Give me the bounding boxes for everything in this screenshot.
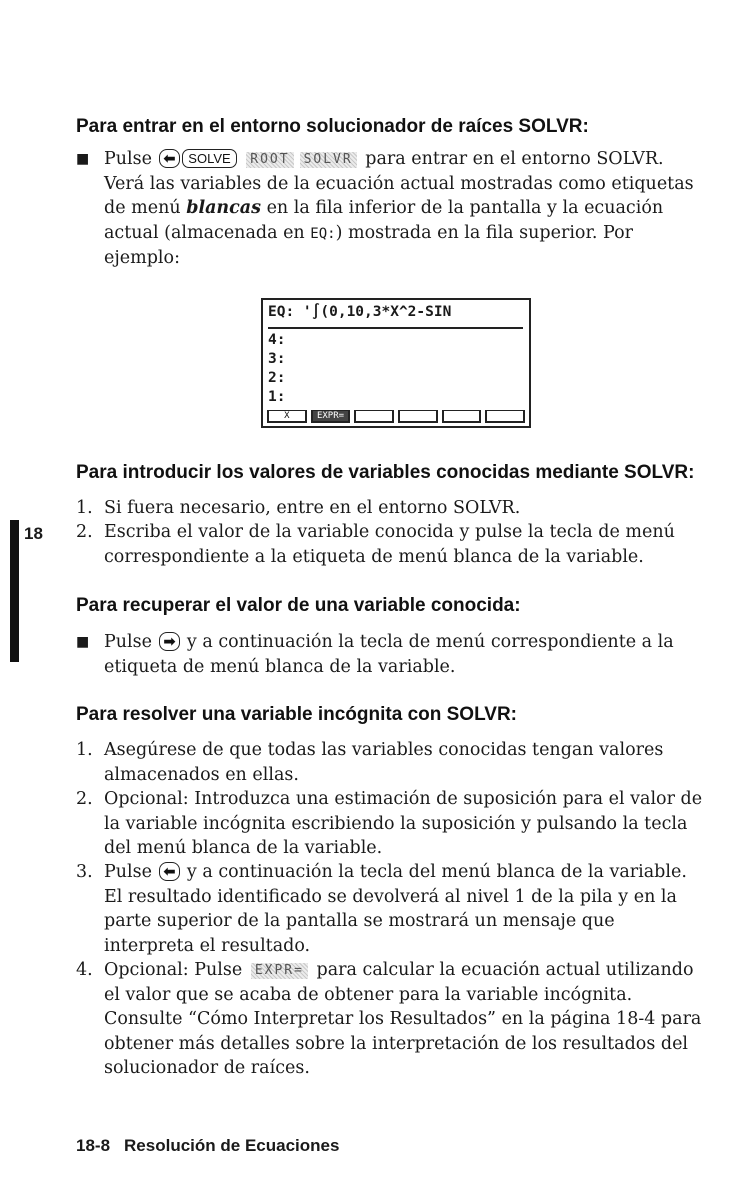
softkey-blank	[485, 410, 525, 423]
list-number: 1.	[76, 740, 93, 760]
solve-step-2: Opcional: Introduzca una estimación de suposición para el valor de la variable incógnita escribiendo la suposición y pulsando la tecla del menú blanca de la variable.	[104, 789, 703, 858]
heading-enter-solvr: Para entrar en el entorno solucionador de raíces SOLVR:	[76, 116, 589, 137]
solvr-menu-label: SOLVR	[300, 152, 357, 168]
softkey-blank	[398, 410, 438, 423]
softkey-blank	[442, 410, 482, 423]
text: ) mostrada en la fila superior. Por ejemplo:	[104, 222, 634, 268]
bullet-marker: ■	[76, 151, 90, 167]
text: y a continuación la tecla de menú correspondiente a la etiqueta de menú blanca de la variable.	[104, 632, 674, 677]
emphasis-blancas: blancas	[186, 198, 261, 218]
text: Pulse	[104, 632, 152, 652]
stack-level-1: 1:	[268, 389, 286, 405]
known-step-1: Si fuera necesario, entre en el entorno SOLVR.	[104, 498, 521, 518]
heading-solve-unknown: Para resolver una variable incógnita con SOLVR:	[76, 704, 518, 725]
page-footer	[76, 1136, 339, 1156]
root-menu-label: ROOT	[246, 152, 293, 168]
softkey-row	[267, 410, 525, 423]
text: para calcular la ecuación actual utilizando el valor que se acaba de obtener para la variable incógnita. Consulte “Cómo Interpretar los Resultados” en la página 18-4 para obtener más detalles sobre la interpretación de los resultados del solucionador de raíces.	[104, 960, 702, 1078]
heading-known-values: Para introducir los valores de variables conocidas mediante SOLVR:	[76, 462, 695, 483]
right-shift-key: ➡	[159, 632, 181, 651]
heading-recover-value: Para recuperar el valor de una variable conocida:	[76, 595, 521, 616]
text: Pulse	[104, 149, 152, 169]
softkey-blank	[354, 410, 394, 423]
list-number: 4.	[76, 960, 93, 980]
text: en la fila inferior de la pantalla y la ecuación actual (almacenada en	[104, 198, 664, 243]
known-step-2: Escriba el valor de la variable conocida y pulse la tecla de menú correspondiente a la etiqueta de menú blanca de la variable.	[104, 522, 675, 567]
recover-paragraph	[104, 630, 704, 679]
softkey-expr: EXPR=	[311, 410, 351, 423]
eq-variable: EQ:	[310, 225, 336, 242]
left-shift-key: ⬅	[159, 149, 181, 168]
equation-line: EQ: '∫(0,10,3*X^2-SIN	[268, 304, 452, 320]
solve-step-3	[104, 860, 704, 958]
expr-menu-label: EXPR=	[251, 963, 308, 979]
chapter-tab-number: 18	[24, 524, 43, 543]
screen-divider	[268, 327, 523, 329]
stack-level-4: 4:	[268, 332, 286, 348]
text: para entrar en el entorno SOLVR. Verá las variables de la ecuación actual mostradas como etiquetas de menú	[104, 149, 694, 218]
list-number: 1.	[76, 498, 93, 518]
solve-step-4	[104, 958, 704, 1081]
calculator-screen	[261, 298, 531, 428]
text: y a continuación la tecla del menú blanca de la variable. El resultado identificado se devolverá al nivel 1 de la pila y en la parte superior de la pantalla se mostrará un mensaje que interpreta el resultado.	[104, 862, 687, 956]
text: Pulse	[104, 862, 152, 882]
left-shift-key: ⬅	[159, 862, 181, 881]
chapter-tab-bar	[10, 520, 19, 662]
bullet-marker: ■	[76, 634, 90, 650]
stack-level-2: 2:	[268, 370, 286, 386]
softkey-x: X	[267, 410, 307, 423]
list-number: 2.	[76, 522, 93, 542]
list-number: 3.	[76, 862, 93, 882]
chapter-title: Resolución de Ecuaciones	[124, 1136, 340, 1155]
text: Opcional: Pulse	[104, 960, 243, 980]
stack-level-3: 3:	[268, 351, 286, 367]
solve-step-1: Asegúrese de que todas las variables conocidas tengan valores almacenados en ellas.	[104, 740, 664, 785]
enter-solvr-paragraph	[104, 147, 704, 271]
list-number: 2.	[76, 789, 93, 809]
page-number: 18-8	[76, 1136, 111, 1155]
solve-key: SOLVE	[182, 149, 236, 168]
